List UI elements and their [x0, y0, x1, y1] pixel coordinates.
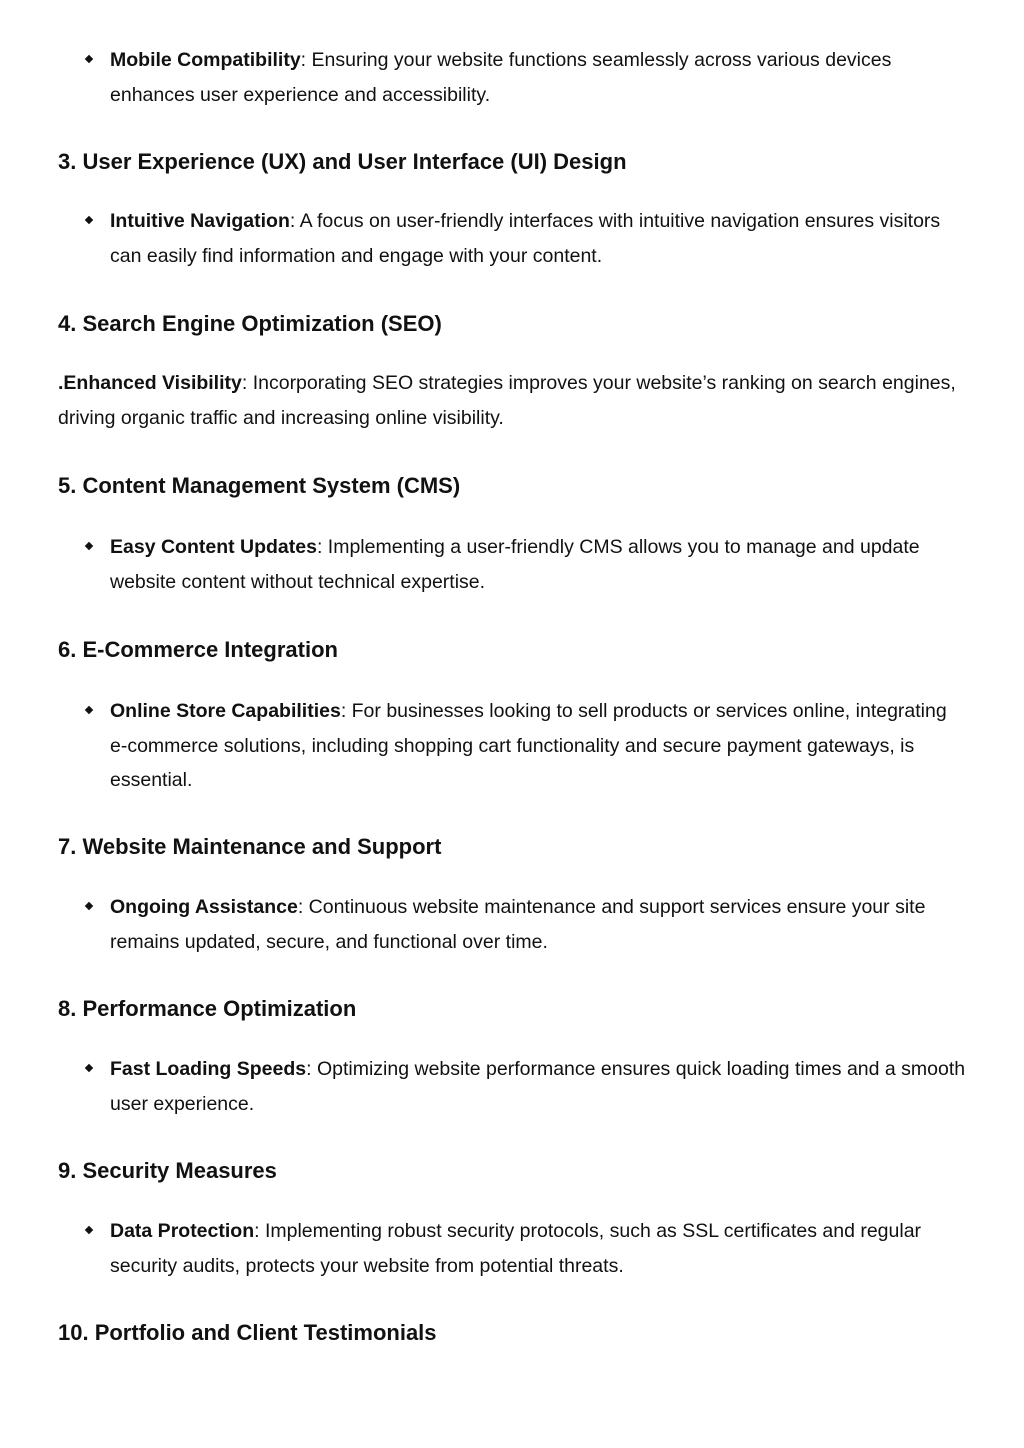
bullet-marker: [85, 706, 93, 714]
section-heading-seo: 4. Search Engine Optimization (SEO): [58, 311, 442, 336]
bullet-marker: [85, 542, 93, 550]
section-heading-performance: 8. Performance Optimization: [58, 996, 357, 1021]
bullet-item-text: [110, 694, 966, 798]
section-heading-ecommerce: 6. E-Commerce Integration: [58, 637, 338, 662]
paragraph-enhanced-visibility: [58, 366, 968, 435]
bullet-item-text: [110, 43, 966, 112]
bullet-description: : Implementing robust security protocols, such as SSL certificates and regular security audits, protects your website from potential threats.: [110, 1220, 922, 1277]
bullet-term: Mobile Compatibility: [110, 49, 301, 71]
bullet-description: : Implementing a user-friendly CMS allows you to manage and update website content without technical expertise.: [110, 536, 920, 593]
bullet-marker: [85, 55, 93, 63]
bullet-item-text: [110, 530, 966, 599]
bullet-item-text: [110, 890, 966, 959]
bullet-term: Data Protection: [110, 1220, 255, 1242]
bullet-description: : For businesses looking to sell products or services online, integrating e-commerce solutions, including shopping cart functionality and secure payment gateways, is essential.: [110, 700, 947, 791]
bullet-description: : Continuous website maintenance and support services ensure your site remains updated, secure, and functional over time.: [110, 896, 926, 953]
section-heading-security: 9. Security Measures: [58, 1158, 277, 1183]
bullet-description: : Ensuring your website functions seamlessly across various devices enhances user experience and accessibility.: [110, 49, 892, 106]
bullet-term: Easy Content Updates: [110, 536, 317, 558]
bullet-marker: [85, 1064, 93, 1072]
section-heading-portfolio: 10. Portfolio and Client Testimonials: [58, 1320, 437, 1345]
bullet-term: Online Store Capabilities: [110, 700, 341, 722]
paragraph-description: : Incorporating SEO strategies improves your website’s ranking on search engines, driving organic traffic and increasing online visibility.: [58, 372, 956, 429]
section-heading-maintenance: 7. Website Maintenance and Support: [58, 834, 442, 859]
bullet-marker: [85, 216, 93, 224]
bullet-term: Intuitive Navigation: [110, 210, 290, 232]
bullet-marker: [85, 1226, 93, 1234]
bullet-item-text: [110, 1214, 966, 1283]
bullet-marker: [85, 902, 93, 910]
paragraph-term: .Enhanced Visibility: [58, 372, 242, 394]
bullet-term: Ongoing Assistance: [110, 896, 298, 918]
section-heading-cms: 5. Content Management System (CMS): [58, 473, 461, 498]
bullet-item-text: [110, 1052, 966, 1121]
bullet-item-text: [110, 204, 966, 273]
bullet-term: Fast Loading Speeds: [110, 1058, 307, 1080]
bullet-description: : A focus on user-friendly interfaces with intuitive navigation ensures visitors can easily find information and engage with your content.: [110, 210, 941, 267]
section-heading-ux-ui-design: 3. User Experience (UX) and User Interface (UI) Design: [58, 149, 627, 174]
bullet-description: : Optimizing website performance ensures quick loading times and a smooth user experience.: [110, 1058, 966, 1115]
